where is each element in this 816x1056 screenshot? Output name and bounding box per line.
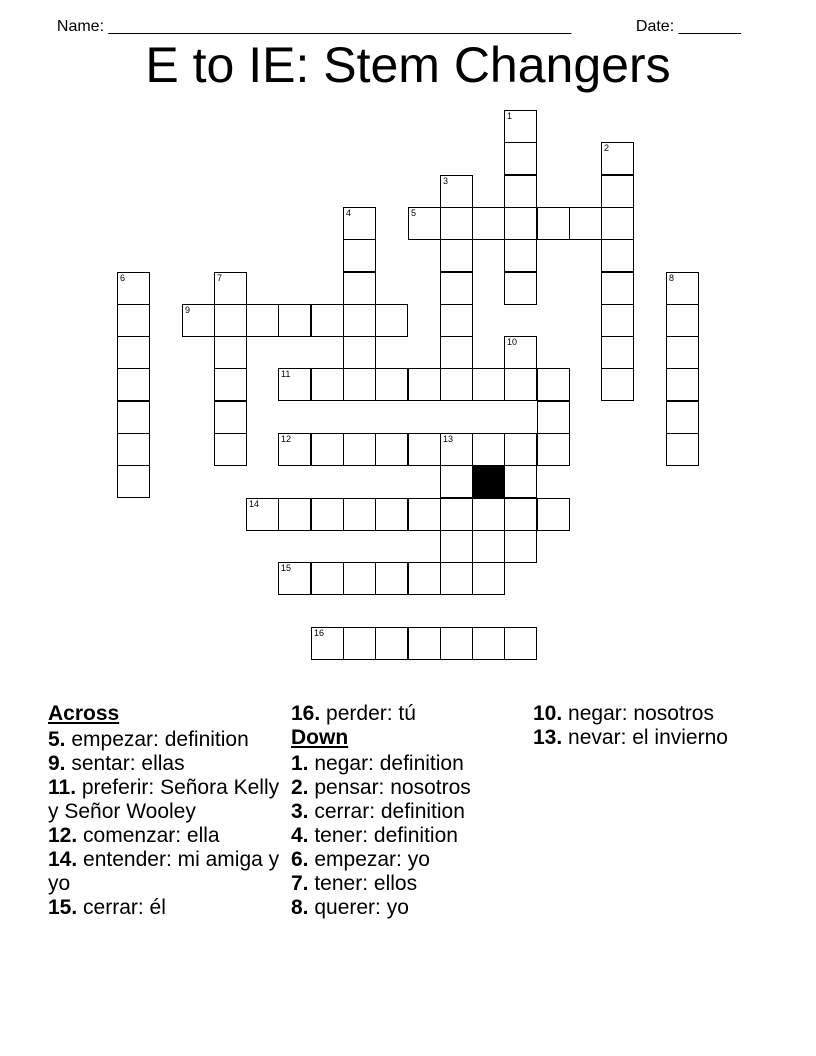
grid-cell[interactable] [311, 498, 344, 531]
grid-cell[interactable] [666, 401, 699, 434]
clue-down-10: 10. negar: nosotros [533, 702, 714, 725]
grid-cell[interactable] [504, 239, 537, 272]
grid-cell[interactable] [601, 336, 634, 369]
grid-cell[interactable] [601, 368, 634, 401]
grid-cell[interactable] [440, 272, 473, 305]
grid-cell[interactable] [601, 304, 634, 337]
grid-cell[interactable] [440, 207, 473, 240]
grid-cell[interactable] [440, 433, 473, 466]
grid-cell[interactable] [472, 498, 505, 531]
clue-number: 2 [604, 143, 610, 153]
grid-cell[interactable] [601, 175, 634, 208]
grid-cell[interactable] [666, 368, 699, 401]
grid-cell[interactable] [601, 207, 634, 240]
grid-cell[interactable] [343, 304, 376, 337]
grid-cell[interactable] [440, 562, 473, 595]
clue-number: 15 [281, 563, 292, 573]
grid-cell[interactable] [278, 562, 311, 595]
grid-cell[interactable] [472, 207, 505, 240]
grid-cell[interactable] [117, 433, 150, 466]
grid-cell[interactable] [601, 142, 634, 175]
grid-cell[interactable] [408, 498, 441, 531]
clue-down-1: 1. negar: definition [291, 752, 464, 775]
grid-cell[interactable] [278, 368, 311, 401]
across-heading: Across [48, 702, 120, 725]
grid-cell[interactable] [375, 562, 408, 595]
grid-cell[interactable] [504, 498, 537, 531]
grid-cell[interactable] [537, 401, 570, 434]
clue-number: 9 [185, 305, 191, 315]
grid-cell[interactable] [182, 304, 215, 337]
grid-cell[interactable] [117, 368, 150, 401]
grid-cell[interactable] [472, 433, 505, 466]
grid-cell[interactable] [311, 368, 344, 401]
grid-cell[interactable] [343, 272, 376, 305]
clue-number: 14 [249, 499, 260, 509]
clue-number: 11 [281, 369, 291, 379]
clue-number: 10 [507, 337, 518, 347]
grid-cell[interactable] [117, 272, 150, 305]
grid-cell[interactable] [375, 304, 408, 337]
grid-cell[interactable] [440, 530, 473, 563]
clue-column-1 [48, 702, 288, 920]
clue-number: 7 [217, 273, 223, 283]
grid-cell[interactable] [278, 304, 311, 337]
clue-number: 5 [411, 208, 417, 218]
grid-cell[interactable] [375, 368, 408, 401]
grid-cell[interactable] [472, 562, 505, 595]
clue-down-2: 2. pensar: nosotros [291, 776, 471, 799]
clue-number: 1 [507, 111, 513, 121]
grid-cell[interactable] [311, 627, 344, 660]
clue-column-3 [533, 702, 763, 750]
grid-cell[interactable] [440, 304, 473, 337]
grid-cell[interactable] [343, 239, 376, 272]
clue-number: 8 [669, 273, 675, 283]
clue-number: 4 [346, 208, 352, 218]
grid-cell[interactable] [504, 110, 537, 143]
grid-cell[interactable] [246, 304, 279, 337]
grid-cell[interactable] [375, 498, 408, 531]
grid-cell[interactable] [214, 272, 247, 305]
grid-cell[interactable] [117, 401, 150, 434]
grid-cell[interactable] [504, 142, 537, 175]
grid-cell[interactable] [343, 562, 376, 595]
grid-cell[interactable] [214, 401, 247, 434]
name-blank[interactable]: ____________________________________________________ [108, 18, 572, 35]
grid-cell[interactable] [440, 627, 473, 660]
clue-down-8: 8. querer: yo [291, 896, 409, 919]
clue-across-11: 11. preferir: Señora Kelly y Señor Wooley [48, 776, 280, 823]
clue-across-14: 14. entender: mi amiga y yo [48, 848, 280, 895]
down-heading: Down [291, 726, 349, 749]
clue-column-2 [291, 702, 526, 920]
clue-across-12: 12. comenzar: ella [48, 824, 220, 847]
grid-cell[interactable] [343, 433, 376, 466]
grid-cell[interactable] [440, 465, 473, 498]
grid-cell[interactable] [440, 175, 473, 208]
grid-cell[interactable] [343, 207, 376, 240]
clue-across-5: 5. empezar: definition [48, 728, 249, 751]
grid-cell[interactable] [214, 336, 247, 369]
grid-cell[interactable] [601, 272, 634, 305]
clue-down-7: 7. tener: ellos [291, 872, 418, 895]
grid-cell[interactable] [440, 239, 473, 272]
clue-down-6: 6. empezar: yo [291, 848, 430, 871]
grid-cell[interactable] [343, 627, 376, 660]
grid-cell[interactable] [504, 627, 537, 660]
grid-cell[interactable] [504, 207, 537, 240]
grid-cell[interactable] [278, 433, 311, 466]
grid-cell[interactable] [343, 498, 376, 531]
clue-number: 6 [120, 273, 126, 283]
grid-cell[interactable] [311, 433, 344, 466]
name-label: Name: [56, 18, 109, 35]
date-blank[interactable]: _______ [678, 18, 741, 35]
clue-number: 3 [443, 176, 449, 186]
clue-across-15: 15. cerrar: él [48, 896, 166, 919]
clue-across-9: 9. sentar: ellas [48, 752, 185, 775]
grid-cell[interactable] [537, 498, 570, 531]
grid-cell[interactable] [408, 562, 441, 595]
grid-cell[interactable] [440, 336, 473, 369]
grid-cell[interactable] [246, 498, 279, 531]
grid-cell[interactable] [504, 433, 537, 466]
grid-cell[interactable] [601, 239, 634, 272]
grid-cell[interactable] [472, 627, 505, 660]
grid-cell[interactable] [504, 272, 537, 305]
grid-cell[interactable] [311, 304, 344, 337]
grid-cell[interactable] [666, 304, 699, 337]
grid-cell[interactable] [375, 433, 408, 466]
clue-down-4: 4. tener: definition [291, 824, 458, 847]
clue-number: 12 [281, 434, 292, 444]
grid-cell[interactable] [214, 433, 247, 466]
black-square [472, 465, 505, 498]
clue-across-16: 16. perder: tú [291, 702, 416, 725]
grid-cell[interactable] [343, 368, 376, 401]
clue-number: 13 [443, 434, 454, 444]
grid-cell[interactable] [537, 207, 570, 240]
grid-cell[interactable] [440, 498, 473, 531]
grid-cell[interactable] [375, 627, 408, 660]
grid-cell[interactable] [214, 304, 247, 337]
grid-cell[interactable] [117, 336, 150, 369]
grid-cell[interactable] [666, 336, 699, 369]
grid-cell[interactable] [408, 368, 441, 401]
clue-down-13: 13. nevar: el invierno [533, 726, 728, 749]
grid-cell[interactable] [408, 207, 441, 240]
grid-cell[interactable] [666, 272, 699, 305]
grid-cell[interactable] [117, 304, 150, 337]
grid-cell[interactable] [214, 368, 247, 401]
clue-down-3: 3. cerrar: definition [291, 800, 465, 823]
grid-cell[interactable] [504, 368, 537, 401]
grid-cell[interactable] [278, 498, 311, 531]
grid-cell[interactable] [504, 336, 537, 369]
grid-cell[interactable] [666, 433, 699, 466]
grid-cell[interactable] [504, 175, 537, 208]
grid-cell[interactable] [472, 368, 505, 401]
grid-cell[interactable] [504, 530, 537, 563]
grid-cell[interactable] [408, 627, 441, 660]
grid-cell[interactable] [504, 465, 537, 498]
grid-cell[interactable] [569, 207, 602, 240]
grid-cell[interactable] [408, 433, 441, 466]
grid-cell[interactable] [537, 433, 570, 466]
clue-number: 16 [314, 628, 325, 638]
grid-cell[interactable] [440, 368, 473, 401]
page-title: E to IE: Stem Changers [145, 37, 671, 93]
grid-cell[interactable] [311, 562, 344, 595]
grid-cell[interactable] [537, 368, 570, 401]
grid-cell[interactable] [343, 336, 376, 369]
grid-cell[interactable] [117, 465, 150, 498]
date-label: Date: [635, 18, 679, 35]
